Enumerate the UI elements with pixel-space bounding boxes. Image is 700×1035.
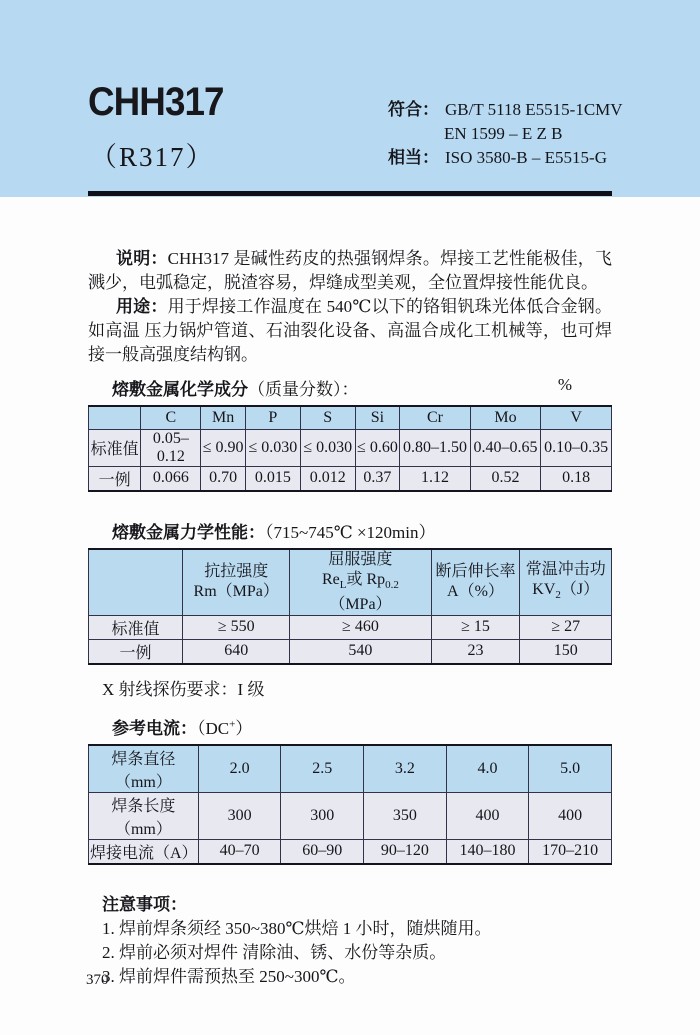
cell: 170–210 (529, 839, 612, 864)
page-header (0, 0, 700, 197)
page-title: CHH317 (88, 80, 224, 124)
cell: ≤ 0.60 (355, 429, 399, 466)
cell: ≥ 550 (183, 615, 290, 639)
cell: 150 (520, 639, 612, 664)
notes-section (88, 893, 612, 989)
cell: 400 (529, 792, 612, 839)
cell: 0.18 (541, 466, 612, 491)
col-header (89, 406, 141, 429)
current-section-header (88, 714, 612, 739)
chemical-composition-table (88, 405, 612, 492)
description-label: 说明： (116, 249, 168, 268)
table-header-row (89, 406, 612, 429)
table-row (89, 792, 612, 839)
equivalent-label: 相当： (388, 148, 439, 167)
mechanical-properties-table (88, 548, 612, 665)
row-label: 一例 (89, 466, 141, 491)
row-label: 焊条直径（mm） (89, 745, 199, 793)
cell: 0.70 (201, 466, 245, 491)
cell: 300 (198, 792, 281, 839)
cell: 90–120 (364, 839, 447, 864)
cell: 1.12 (400, 466, 471, 491)
cell: 0.10–0.35 (541, 429, 612, 466)
chemical-title: 熔敷金属化学成分（质量分数）： (112, 380, 359, 399)
col-header: Si (355, 406, 399, 429)
cell: ≤ 0.90 (201, 429, 245, 466)
col-header: S (300, 406, 355, 429)
table-header-row (89, 745, 612, 793)
conform-value-2: EN 1599 – E Z B (444, 124, 563, 143)
col-header (89, 549, 183, 616)
cell: 0.015 (245, 466, 300, 491)
current-title: 参考电流： (112, 718, 197, 738)
cell: 350 (364, 792, 447, 839)
col-header: 常温冲击功 $KV_2(J)$ (520, 549, 612, 616)
reference-current-table (88, 744, 612, 865)
page-number: 370 (86, 972, 109, 988)
cell: 0.05–0.12 (141, 429, 201, 466)
col-header: 5.0 (529, 745, 612, 793)
equivalent-value: ISO 3580-B – E5515-G (445, 148, 607, 167)
col-header: Mn (201, 406, 245, 429)
cell: 400 (446, 792, 529, 839)
conform-value-1: GB/T 5118 E5515-1CMV (445, 100, 623, 119)
cell: 40–70 (198, 839, 281, 864)
col-header: 4.0 (446, 745, 529, 793)
mechanical-title: 熔敷金属力学性能：（715~745℃ ×120min） (112, 522, 436, 542)
cell: 0.80–1.50 (400, 429, 471, 466)
cell: ≤ 0.030 (300, 429, 355, 466)
note-item: 3. 焊前焊件需预热至 250~300℃。 (102, 966, 356, 986)
model-subtitle: （R317） (90, 142, 215, 172)
table-row (89, 639, 612, 664)
conform-line-2 (388, 122, 623, 146)
col-header: 断后伸长率 A（%） (431, 549, 520, 616)
table-row (89, 839, 612, 864)
chemical-unit: % (557, 375, 572, 394)
col-header: C (141, 406, 201, 429)
cell: 0.52 (470, 466, 541, 491)
row-label: 焊条长度（mm） (89, 792, 199, 839)
equivalent-line (388, 146, 623, 170)
col-header: 2.0 (198, 745, 281, 793)
header-divider-rule (88, 191, 612, 196)
table-header-row (89, 549, 612, 616)
col-header: 2.5 (281, 745, 364, 793)
cell: 60–90 (281, 839, 364, 864)
cell: 0.066 (141, 466, 201, 491)
cell: 540 (290, 639, 431, 664)
xray-requirement-note: X 射线探伤要求：I 级 (102, 679, 265, 699)
table-row (89, 615, 612, 639)
cell: ≥ 460 (290, 615, 431, 639)
col-header: P (245, 406, 300, 429)
cell: ≥ 27 (520, 615, 612, 639)
cell: ≤ 0.030 (245, 429, 300, 466)
col-header: 屈服强度 $Re_L$或 $Rp_{0.2}(MPa)$ (290, 549, 431, 616)
description-paragraph (88, 247, 612, 295)
table-row (89, 466, 612, 491)
cell: 640 (183, 639, 290, 664)
col-header: Mo (470, 406, 541, 429)
note-item: 1. 焊前焊条须经 350~380℃烘焙 1 小时，随烘随用。 (102, 918, 492, 938)
cell: 0.37 (355, 466, 399, 491)
row-label: 标准值 (89, 615, 183, 639)
standards-block (388, 98, 623, 170)
usage-paragraph (88, 295, 612, 367)
cell: ≥ 15 (431, 615, 520, 639)
cell: 0.40–0.65 (470, 429, 541, 466)
usage-label: 用途： (116, 297, 168, 316)
row-label: 标准值 (89, 429, 141, 466)
usage-text: 用于焊接工作温度在 540℃以下的铬钼钒珠光体低合金钢。如高温 压力锅炉管道、石油裂化设备、高温合成化工机械等，也可焊接一般高强度结构钢。 (88, 297, 612, 364)
col-header: 抗拉强度 Rm（MPa） (183, 549, 290, 616)
note-item: 2. 焊前必须对焊件 清除油、锈、水份等杂质。 (102, 942, 447, 962)
col-header: 3.2 (364, 745, 447, 793)
chemical-section-header (88, 375, 612, 400)
cell: 140–180 (446, 839, 529, 864)
table-row (89, 429, 612, 466)
description-text: CHH317 是碱性药皮的热强钢焊条。焊接工艺性能极佳，飞溅少，电弧稳定，脱渣容易，焊缝成型美观，全位置焊接性能优良。 (88, 249, 613, 292)
cell: 23 (431, 639, 520, 664)
col-header: V (541, 406, 612, 429)
page-body (0, 197, 700, 989)
conform-label: 符合： (388, 100, 439, 119)
current-condition: （DC+） (197, 718, 253, 738)
conform-line-1 (388, 98, 623, 122)
mechanical-section-header (88, 518, 612, 543)
row-label: 一例 (89, 639, 183, 664)
row-label: 焊接电流（A） (89, 839, 199, 864)
col-header: Cr (400, 406, 471, 429)
notes-title: 注意事项： (102, 894, 187, 914)
cell: 0.012 (300, 466, 355, 491)
cell: 300 (281, 792, 364, 839)
